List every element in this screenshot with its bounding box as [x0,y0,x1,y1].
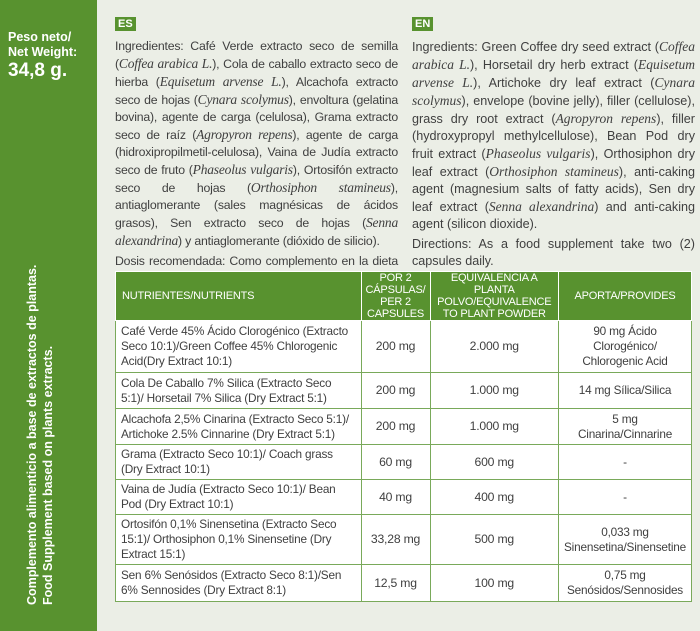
net-weight-label-en: Net Weight: [8,45,78,59]
per-2-capsules-cell: 200 mg [361,373,430,409]
nutrient-cell: Alcachofa 2,5% Cinarina (Extracto Seco 5:1)/ Artichoke 2.5% Cinnarine (Dry Extract 5:1) [116,409,362,445]
latin-name: Coffea arabica L. [118,56,213,71]
plant-equivalence-cell: 1.000 mg [430,373,559,409]
latin-name: Phaseolus vulgaris [485,146,591,161]
text-segment: ), anti-caking agent (magnesium salts of fatty acids), Sen dry leaf extract ( [412,165,695,214]
provides-cell: - [559,480,692,515]
plant-equivalence-cell: 600 mg [430,445,559,480]
header-plant-equivalence: EQUIVALENCIA A PLANTA POLVO/EQUIVALENCE TO PLANT POWDER [430,272,559,321]
product-description-en: Food Supplement based on plants extracts. [41,345,55,605]
latin-name: Agropyron repens [196,127,293,142]
table-header-row [116,272,692,321]
net-weight-label [8,30,77,60]
text-segment: ), envoltura (gelatina bovina), agente de carga (celulosa), Grama extracto seco de raíz ( [115,93,398,142]
latin-name: Equisetum arvense L. [159,74,282,89]
per-2-capsules-cell: 60 mg [361,445,430,480]
plant-equivalence-cell: 500 mg [430,515,559,565]
per-2-capsules-cell: 200 mg [361,409,430,445]
ingredients-en [412,38,695,233]
latin-name: Senna alexandrina [115,215,398,248]
product-description-es: Complemento alimenticio a base de extractos de plantas. [25,264,39,605]
latin-name: Phaseolus vulgaris [192,162,293,177]
nutrients-table [115,271,692,602]
sidebar [0,0,97,631]
header-nutrients: NUTRIENTES/NUTRIENTS [116,272,362,321]
language-tag-es: ES [115,17,136,31]
nutrient-cell: Café Verde 45% Ácido Clorogénico (Extracto Seco 10:1)/Green Coffee 45% Chlorogenic Acid(Dry Extract 10:1) [116,321,362,373]
table-row [116,321,692,373]
nutrient-cell: Vaina de Judía (Extracto Seco 10:1)/ Bean Pod (Dry Extract 10:1) [116,480,362,515]
table-row [116,480,692,515]
header-per-2-capsules: POR 2 CÁPSULAS/ PER 2 CAPSULES [361,272,430,321]
nutrient-cell: Grama (Extracto Seco 10:1)/ Coach grass (Dry Extract 10:1) [116,445,362,480]
text-segment: ) y antiaglomerante (dióxido de silicio). [178,234,380,248]
nutrient-cell: Cola De Caballo 7% Silica (Extracto Seco 5:1)/ Horsetail 7% Silica (Dry Extract 5:1) [116,373,362,409]
table-row [116,409,692,445]
per-2-capsules-cell: 200 mg [361,321,430,373]
latin-name: Cynara scolymus [197,92,289,107]
product-description [24,265,56,605]
per-2-capsules-cell: 33,28 mg [361,515,430,565]
latin-name: Coffea arabica L. [412,39,695,72]
table-row [116,373,692,409]
dosage-en: Directions: As a food supplement take two (2) capsules daily. [412,237,695,268]
text-segment: ), Artichoke dry leaf extract ( [473,76,655,90]
text-segment: ), Alcachofa extracto seco de hojas ( [115,75,398,107]
text-segment: Ingredientes: Café Verde extracto seco de semilla ( [115,39,398,71]
provides-cell: 0,75 mg Senósidos/Sennosides [559,565,692,602]
provides-cell: 90 mg Ácido Clorogénico/ Chlorogenic Acid [559,321,692,373]
nutrient-cell: Ortosifón 0,1% Sinensetina (Extracto Seco 15:1)/ Orthosiphon 0,1% Sinensetine (Dry Extract 15:1) [116,515,362,565]
latin-name: Orthosiphon stamineus [250,180,391,195]
text-segment: ), Ortosifón extracto seco de hojas ( [115,163,398,195]
text-segment: ), Cola de caballo extracto seco de hierba ( [115,57,398,89]
spanish-section [115,14,398,287]
table-row [116,565,692,602]
text-segment: ), envelope (bovine jelly), filler (cellulose), grass dry root extract ( [412,94,695,126]
plant-equivalence-cell: 100 mg [430,565,559,602]
per-2-capsules-cell: 12,5 mg [361,565,430,602]
text-segment: Ingredients: Green Coffee dry seed extract ( [412,40,659,54]
net-weight-label-es: Peso neto/ [8,30,72,44]
table-body [116,321,692,602]
english-section [412,14,695,270]
language-tag-en: EN [412,17,433,31]
header-provides: APORTA/PROVIDES [559,272,692,321]
ingredients-es [115,38,398,250]
text-segment: ), antiaglomerante (sales magnésicas de ácidos grasos), Sen extracto seco de hojas ( [115,181,398,230]
table-row [116,445,692,480]
nutrient-cell: Sen 6% Senósidos (Extracto Seco 8:1)/Sen 6% Sennosides (Dry Extract 8:1) [116,565,362,602]
text-segment: ), Orthosiphon dry leaf extract ( [412,147,696,179]
text-segment: ) and anti-caking agent (silicon dioxide). [412,200,695,231]
provides-cell: 14 mg Sílica/Silica [559,373,692,409]
latin-name: Agropyron repens [555,111,657,126]
per-2-capsules-cell: 40 mg [361,480,430,515]
latin-name: Senna alexandrina [488,199,595,214]
latin-name: Cynara scolymus [412,75,695,108]
plant-equivalence-cell: 2.000 mg [430,321,559,373]
provides-cell: 0,033 mg Sinensetina/Sinensetine [559,515,692,565]
plant-equivalence-cell: 1.000 mg [430,409,559,445]
text-segment: ), Horsetail dry herb extract ( [469,58,638,72]
provides-cell: 5 mg Cinarina/Cinnarine [559,409,692,445]
latin-name: Equisetum arvense L. [412,57,695,90]
text-segment: ), agente de carga (hidroxipropilmetil-celulosa), Vaina de Judía extracto seco de fruto ( [115,128,398,177]
table-row [116,515,692,565]
net-weight-value: 34,8 g. [8,60,68,81]
latin-name: Orthosiphon stamineus [489,164,619,179]
text-segment: ), filler (hydroxypropyl methylcellulose), Bean Pod dry fruit extract ( [412,112,696,161]
dosage-es: Dosis recomendada: Como complemento en la dieta [115,254,398,268]
provides-cell: - [559,445,692,480]
plant-equivalence-cell: 400 mg [430,480,559,515]
